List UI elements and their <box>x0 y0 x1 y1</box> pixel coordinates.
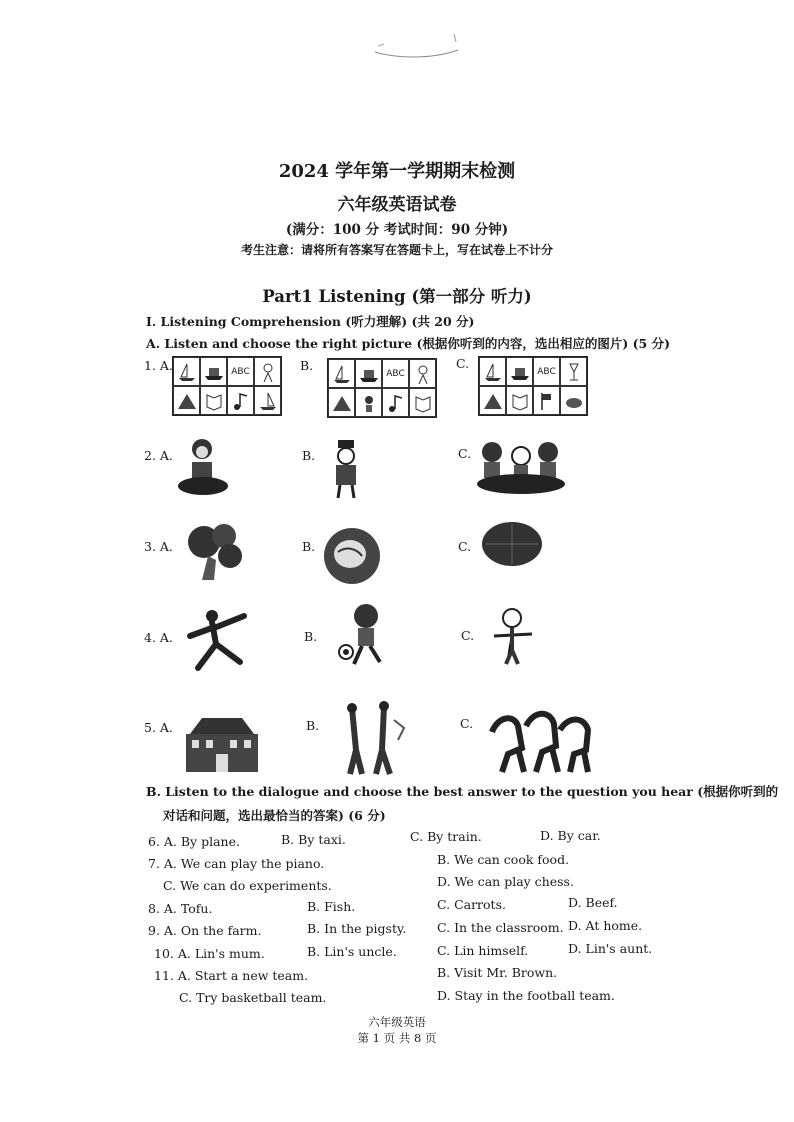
q1-label-a: 1. A. <box>144 358 173 373</box>
sailboat-icon <box>479 357 506 386</box>
q7-option-d: D. We can play chess. <box>437 874 574 889</box>
q2-label-a: 2. A. <box>144 448 173 463</box>
q10-option-c: C. Lin himself. <box>437 943 529 958</box>
q8-option-a: 8. A. Tofu. <box>148 901 213 916</box>
q3-label-b: B. <box>302 539 316 554</box>
wine-glass-icon <box>560 357 587 386</box>
ship-icon <box>506 357 533 386</box>
tent-icon <box>173 386 200 415</box>
cabbage-picture <box>320 522 384 588</box>
ship-icon <box>200 357 227 386</box>
abc-icon: ABC <box>533 357 560 386</box>
q11-option-b: B. Visit Mr. Brown. <box>437 965 558 980</box>
q5-label-c: C. <box>460 716 474 731</box>
lettuce-picture <box>480 518 544 570</box>
music-note-icon <box>227 386 254 415</box>
family-dinner-picture <box>474 438 568 496</box>
q6-option-c: C. By train. <box>410 829 482 844</box>
q6-option-b: B. By taxi. <box>281 832 346 847</box>
sailboat-icon <box>328 359 355 388</box>
q6-option-a: 6. A. By plane. <box>148 834 240 849</box>
section-a-title: A. Listen and choose the right picture (根据你听到的内容，选出相应的图片) (5 分) <box>146 336 671 351</box>
q7-option-c: C. We can do experiments. <box>163 878 332 893</box>
q10-option-d: D. Lin's aunt. <box>568 941 653 956</box>
q1-option-a-grid <box>172 356 282 416</box>
sailboat-icon <box>254 386 281 415</box>
person-icon <box>355 388 382 417</box>
flag-icon <box>533 386 560 415</box>
book-icon <box>200 386 227 415</box>
score-time: (满分：100 分 考试时间：90 分钟) <box>285 222 509 238</box>
q5-label-a: 5. A. <box>144 720 173 735</box>
hands-icon <box>560 386 587 415</box>
book-icon <box>409 388 436 417</box>
q5-label-b: B. <box>306 718 320 733</box>
scan-mark <box>370 24 470 64</box>
q9-option-d: D. At home. <box>568 918 643 933</box>
q3-label-a: 3. A. <box>144 539 173 554</box>
music-note-icon <box>382 388 409 417</box>
section-b-title-line1: B. Listen to the dialogue and choose the best answer to the question you hear (根据你听到的 <box>146 784 779 799</box>
book-icon <box>506 386 533 415</box>
q2-label-c: C. <box>458 446 472 461</box>
horses-picture <box>488 702 592 774</box>
q11-option-a: 11. A. Start a new team. <box>154 968 309 983</box>
q10-option-b: B. Lin's uncle. <box>307 944 397 959</box>
q4-label-b: B. <box>304 629 318 644</box>
q7-option-a: 7. A. We can play the piano. <box>148 856 325 871</box>
q9-option-c: C. In the classroom. <box>437 920 564 935</box>
abc-icon: ABC <box>227 357 254 386</box>
person-icon <box>409 359 436 388</box>
q3-label-c: C. <box>458 539 472 554</box>
footer-subject: 六年级英语 <box>368 1015 426 1029</box>
q1-option-c-grid <box>478 356 588 416</box>
q7-option-b: B. We can cook food. <box>437 852 570 867</box>
q8-option-b: B. Fish. <box>307 899 356 914</box>
part1-title: Part1 Listening (第一部分 听力) <box>262 287 532 306</box>
giraffes-picture <box>332 700 408 776</box>
tent-icon <box>328 388 355 417</box>
chef-picture <box>330 438 364 500</box>
q11-option-d: D. Stay in the football team. <box>437 988 615 1003</box>
q2-label-b: B. <box>302 448 316 463</box>
q6-option-d: D. By car. <box>540 828 601 843</box>
abc-icon: ABC <box>382 359 409 388</box>
house-picture <box>182 708 262 774</box>
q8-option-c: C. Carrots. <box>437 897 506 912</box>
q11-option-c: C. Try basketball team. <box>179 990 327 1005</box>
q1-label-b: B. <box>300 358 314 373</box>
q8-option-d: D. Beef. <box>568 895 618 910</box>
footer-page-number: 第 1 页 共 8 页 <box>357 1031 437 1045</box>
football-boy-picture <box>336 602 392 670</box>
girl-eating-picture <box>176 436 230 498</box>
broccoli-picture <box>184 522 248 584</box>
ship-icon <box>355 359 382 388</box>
tent-icon <box>479 386 506 415</box>
q9-option-a: 9. A. On the farm. <box>148 923 262 938</box>
exam-subtitle: 六年级英语试卷 <box>337 195 457 215</box>
q1-label-c: C. <box>456 356 470 371</box>
q9-option-b: B. In the pigsty. <box>307 921 407 936</box>
person-icon <box>254 357 281 386</box>
candidate-notice: 考生注意：请将所有答案写在答题卡上，写在试卷上不计分 <box>240 243 553 257</box>
q4-label-c: C. <box>461 628 475 643</box>
q10-option-a: 10. A. Lin's mum. <box>154 946 265 961</box>
q1-option-b-grid <box>327 358 437 418</box>
skater-picture <box>182 606 258 678</box>
section-b-title-line2: 对话和问题，选出最恰当的答案) (6 分) <box>163 808 386 823</box>
swimming-boy-picture <box>490 606 538 668</box>
sailboat-icon <box>173 357 200 386</box>
q4-label-a: 4. A. <box>144 630 173 645</box>
exam-title: 2024 学年第一学期期末检测 <box>278 161 516 182</box>
section-1-title: I. Listening Comprehension (听力理解) (共 20 分) <box>146 314 475 329</box>
